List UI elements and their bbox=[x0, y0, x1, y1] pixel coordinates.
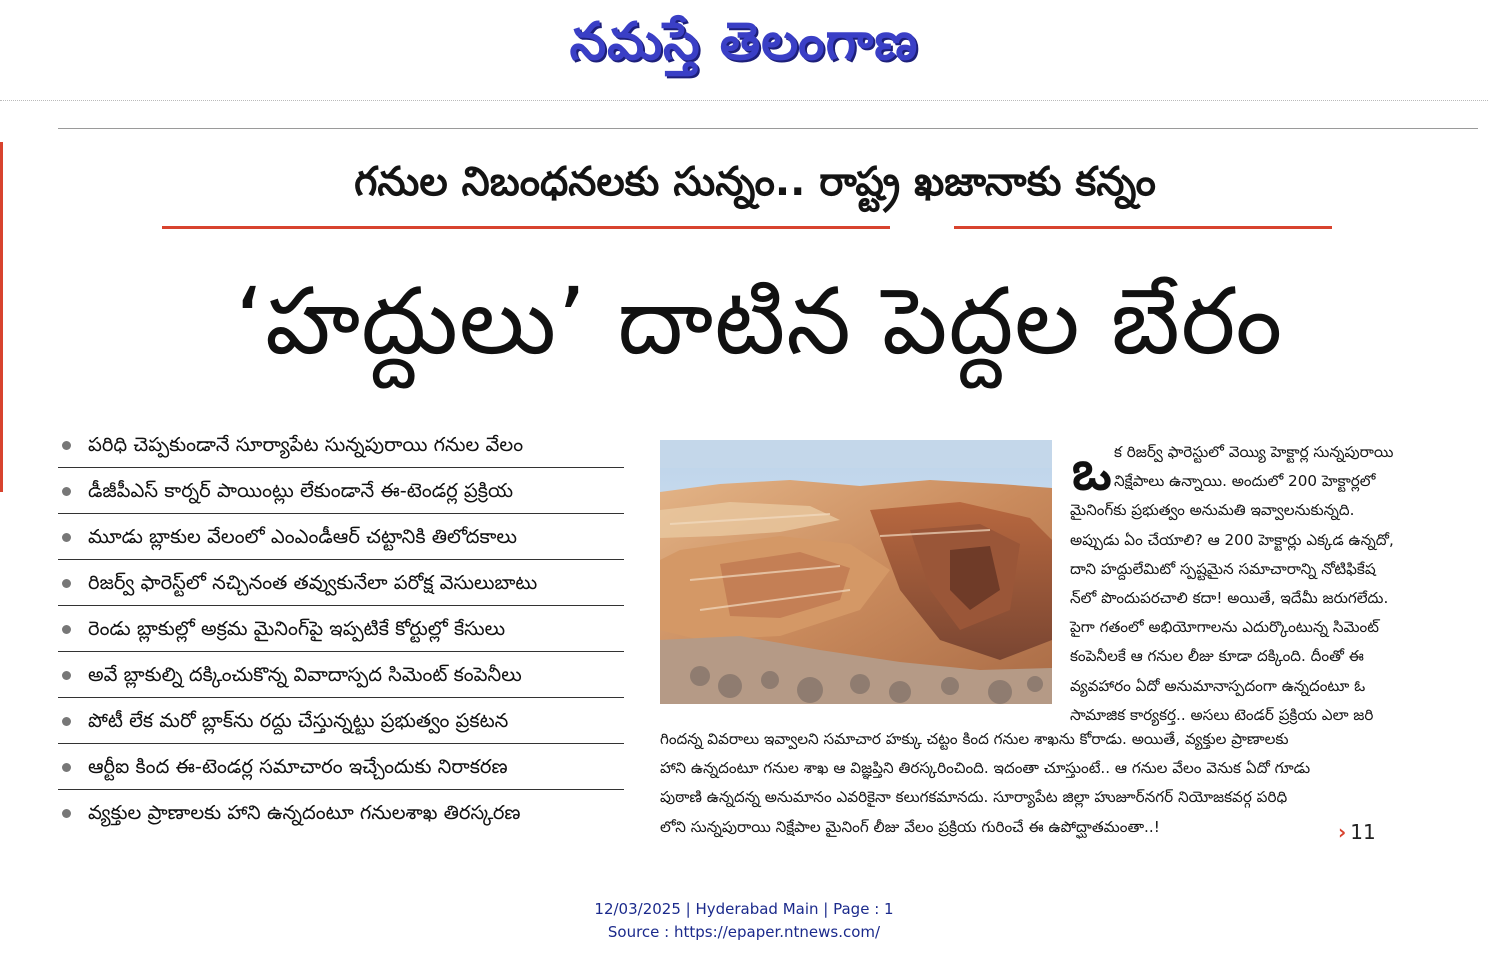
story-line: నిక్షేపాలు ఉన్నాయి. అందులో 200 హెక్టార్లలో bbox=[1114, 472, 1376, 491]
kicker-headline: గనుల నిబంధనలకు సున్నం.. రాష్ట్ర ఖజానాకు కన్నం bbox=[354, 159, 1156, 205]
story-line: సామాజిక కార్యకర్త.. అసలు టెండర్ ప్రక్రియ ఎలా జరి bbox=[1070, 705, 1374, 724]
kicker-underline-gap bbox=[890, 224, 954, 231]
story-column-bottom bbox=[660, 725, 1450, 842]
masthead bbox=[0, 0, 1488, 84]
story-line: న్‌లో పొందుపరచాలి కదా! అయితే, ఇదేమీ జరుగలేదు. bbox=[1070, 588, 1389, 607]
bullet-icon bbox=[62, 441, 71, 450]
story-dropcap: ఒ bbox=[1072, 438, 1112, 502]
highlight-text: అవే బ్లాకుల్ని దక్కించుకొన్న వివాదాస్పద సిమెంట్ కంపెనీలు bbox=[88, 663, 522, 686]
highlights-list bbox=[58, 422, 624, 836]
highlight-text: మూడు బ్లాకుల వేలంలో ఎంఎండీఆర్ చట్టానికి తిలోదకాలు bbox=[88, 525, 518, 548]
bullet-icon bbox=[62, 763, 71, 772]
story-line: దాని హద్దులేమిటో స్పష్టమైన సమాచారాన్ని నోటిఫికేష bbox=[1070, 559, 1376, 578]
highlight-item bbox=[58, 652, 624, 698]
top-divider bbox=[0, 100, 1488, 101]
bullet-icon bbox=[62, 487, 71, 496]
highlight-text: ఆర్టీఐ కింద ఈ-టెండర్ల సమాచారం ఇచ్చేందుకు నిరాకరణ bbox=[88, 755, 508, 778]
highlight-item bbox=[58, 468, 624, 514]
story-line: క రిజర్వ్ ఫారెస్టులో వెయ్యి హెక్టార్ల సున్నపురాయి bbox=[1114, 443, 1394, 461]
highlight-text: పోటీ లేక మరో బ్లాక్‌ను రద్దు చేస్తున్నట్టు ప్రభుత్వం ప్రకటన bbox=[88, 709, 509, 732]
bullet-icon bbox=[62, 533, 71, 542]
edition-info: 12/03/2025 | Hyderabad Main | Page : 1 bbox=[594, 900, 894, 918]
highlight-text: రెండు బ్లాకుల్లో అక్రమ మైనింగ్‌పై ఇప్పటికే కోర్టుల్లో కేసులు bbox=[88, 617, 506, 640]
story-line: గిందన్న వివరాలు ఇవ్వాలని సమాచార హక్కు చట్టం కింద గనుల శాఖను కోరాడు. అయితే, వ్యక్తుల ప్రాణాలకు bbox=[660, 730, 1289, 748]
bullet-icon bbox=[62, 717, 71, 726]
highlight-item bbox=[58, 560, 624, 606]
highlight-text: రిజర్వ్ ఫారెస్ట్‌లో నచ్చినంత తవ్వుకునేలా పరోక్ష వెసులుబాటు bbox=[88, 571, 538, 594]
main-headline: ‘హద్దులు’ దాటిన పెద్దల బేరం bbox=[234, 268, 1284, 375]
story-line: పుఠాణి ఉన్నదన్న అనుమానం ఎవరికైనా కలుగకమానదు. సూర్యాపేట జిల్లా హుజూర్‌నగర్ నియోజకవర్గ పరిధి bbox=[660, 788, 1288, 807]
story-line: కంపెనీలకే ఆ గనుల లీజు కూడా దక్కింది. దీంతో ఈ bbox=[1070, 647, 1364, 666]
story-line: అప్పుడు ఏం చేయాలి? ఆ 200 హెక్టార్లు ఎక్కడ ఉన్నదో, bbox=[1070, 530, 1394, 549]
story-line: లోని సున్నపురాయి నిక్షేపాల మైనింగ్ లీజు వేలం ప్రక్రియ గురించే ఈ ఉపోద్ఘాతమంతా..! bbox=[660, 817, 1160, 836]
continued-on-page[interactable] bbox=[1338, 815, 1376, 849]
bullet-icon bbox=[62, 671, 71, 680]
bullet-icon bbox=[62, 809, 71, 818]
story-line: వ్యవహారం ఏదో అనుమానాస్పదంగా ఉన్నదంటూ ఓ bbox=[1070, 676, 1366, 695]
highlight-item bbox=[58, 744, 624, 790]
jump-page-number: 11 bbox=[1350, 820, 1376, 844]
bullet-icon bbox=[62, 625, 71, 634]
story-line: హాని ఉన్నదంటూ గనుల శాఖ ఆ విజ్ఞప్తిని తిరస్కరించింది. ఇదంతా చూస్తుంటే.. ఆ గనుల వేలం వెనుక ఏదో గూడు bbox=[660, 759, 1311, 778]
story-column-top bbox=[1070, 438, 1448, 730]
newspaper-logo: నమస్తే తెలంగాణ bbox=[569, 12, 919, 72]
quarry-illustration bbox=[660, 440, 1052, 704]
highlight-text: డీజీపీఎస్ కార్నర్ పాయింట్లు లేకుండానే ఈ-టెండర్ల ప్రక్రియ bbox=[88, 479, 514, 502]
story-line: పైగా గతంలో అభియోగాలను ఎదుర్కొంటున్న సిమెంట్ bbox=[1070, 618, 1379, 637]
left-edge-accent bbox=[0, 142, 3, 492]
highlight-item bbox=[58, 606, 624, 652]
source-link[interactable]: Source : https://epaper.ntnews.com/ bbox=[607, 923, 881, 941]
quarry-photo bbox=[660, 440, 1052, 704]
highlight-item bbox=[58, 422, 624, 468]
highlight-item bbox=[58, 514, 624, 560]
section-divider bbox=[58, 128, 1478, 129]
highlight-item bbox=[58, 790, 624, 836]
bullet-icon bbox=[62, 579, 71, 588]
chevron-right-icon: › bbox=[1338, 820, 1347, 844]
highlight-item bbox=[58, 698, 624, 744]
footer bbox=[0, 898, 1488, 944]
kicker-underline bbox=[162, 226, 1332, 229]
story-line: మైనింగ్‌కు ప్రభుత్వం అనుమతి ఇవ్వాలనుకున్నది. bbox=[1070, 501, 1355, 520]
highlight-text: వ్యక్తుల ప్రాణాలకు హాని ఉన్నదంటూ గనులశాఖ తిరస్కరణ bbox=[88, 801, 521, 824]
highlight-text: పరిధి చెప్పకుండానే సూర్యాపేట సున్నపురాయి గనుల వేలం bbox=[88, 433, 524, 456]
